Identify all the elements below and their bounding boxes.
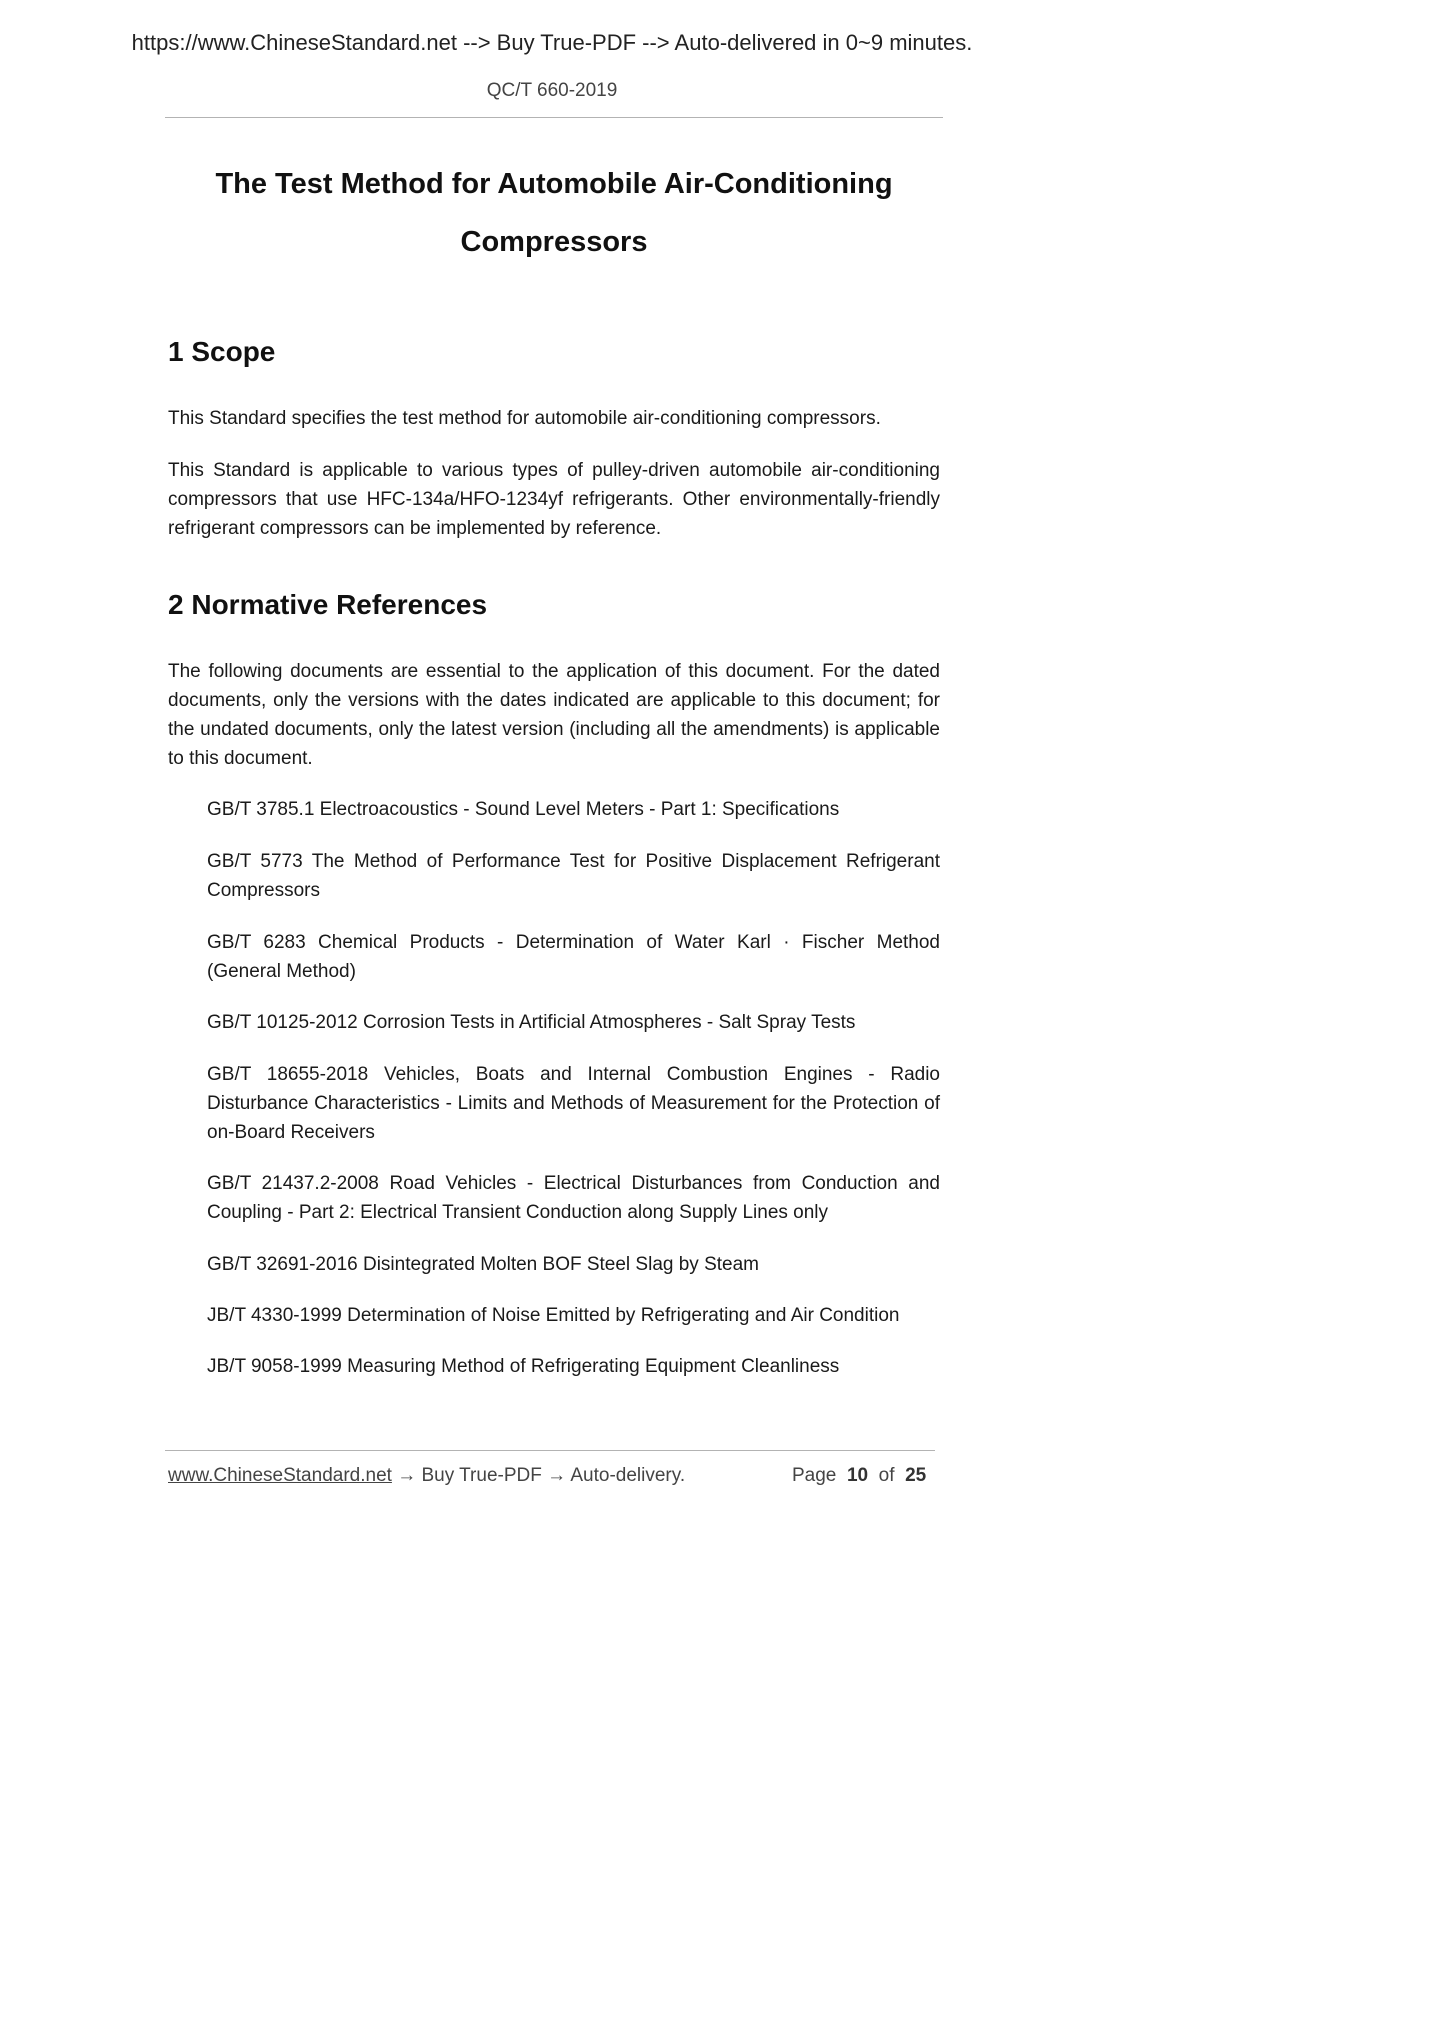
of-label: of (878, 1465, 895, 1486)
section-heading-scope: 1 Scope (168, 336, 276, 367)
title-line-1: The Test Method for Automobile Air-Conditioning (215, 168, 893, 200)
page-indicator (792, 1465, 926, 1487)
reference-item: GB/T 21437.2-2008 Road Vehicles - Electrical Disturbances from Conduction and Coupling - Part 2: Electrical Transient Conduction along Supply Lines only (207, 1173, 940, 1223)
footer-website-link[interactable]: www.ChineseStandard.net (168, 1465, 392, 1486)
reference-item: GB/T 10125-2012 Corrosion Tests in Artificial Atmospheres - Salt Spray Tests (207, 1012, 856, 1033)
references-intro-paragraph: The following documents are essential to the application of this document. For the dated documents, only the versions with the dates indicated are applicable to this document; for the undated documents, only the latest version (including all the amendments) is applicable to this document. (168, 661, 940, 769)
reference-item: GB/T 18655-2018 Vehicles, Boats and Internal Combustion Engines - Radio Disturbance Characteristics - Limits and Methods of Measurement for the Protection of on-Board Receivers (207, 1064, 940, 1143)
header-divider (165, 117, 943, 118)
reference-item: JB/T 4330-1999 Determination of Noise Emitted by Refrigerating and Air Condition (207, 1305, 900, 1326)
reference-item: GB/T 32691-2016 Disintegrated Molten BOF Steel Slag by Steam (207, 1254, 760, 1275)
footer-divider (165, 1450, 935, 1451)
document-number: QC/T 660-2019 (486, 80, 618, 101)
page-label: Page (792, 1465, 837, 1486)
page-number: 10 (846, 1465, 869, 1486)
reference-item: GB/T 6283 Chemical Products - Determination of Water Karl · Fischer Method (General Method) (207, 932, 940, 982)
reference-item: GB/T 3785.1 Electroacoustics - Sound Level Meters - Part 1: Specifications (207, 799, 840, 820)
title-line-2: Compressors (460, 226, 648, 258)
page-total: 25 (905, 1465, 927, 1486)
footer-promo (168, 1465, 685, 1487)
footer-promo-text: → Buy True-PDF → Auto-delivery. (391, 1465, 686, 1486)
section-heading-normative-references: 2 Normative References (168, 589, 488, 620)
reference-item: JB/T 9058-1999 Measuring Method of Refrigerating Equipment Cleanliness (207, 1356, 840, 1377)
top-banner: https://www.ChineseStandard.net --> Buy True-PDF --> Auto-delivered in 0~9 minutes. (131, 30, 973, 55)
document-title (168, 155, 940, 271)
scope-paragraph-2: This Standard is applicable to various types of pulley-driven automobile air-conditioning compressors that use HFC-134a/HFO-1234yf refrigerants. Other environmentally-friendly refrigerant compressors can be implemented by reference. (168, 460, 940, 539)
scope-paragraph-1: This Standard specifies the test method for automobile air-conditioning compressors. (168, 408, 881, 429)
reference-item: GB/T 5773 The Method of Performance Test for Positive Displacement Refrigerant Compressors (207, 851, 940, 901)
